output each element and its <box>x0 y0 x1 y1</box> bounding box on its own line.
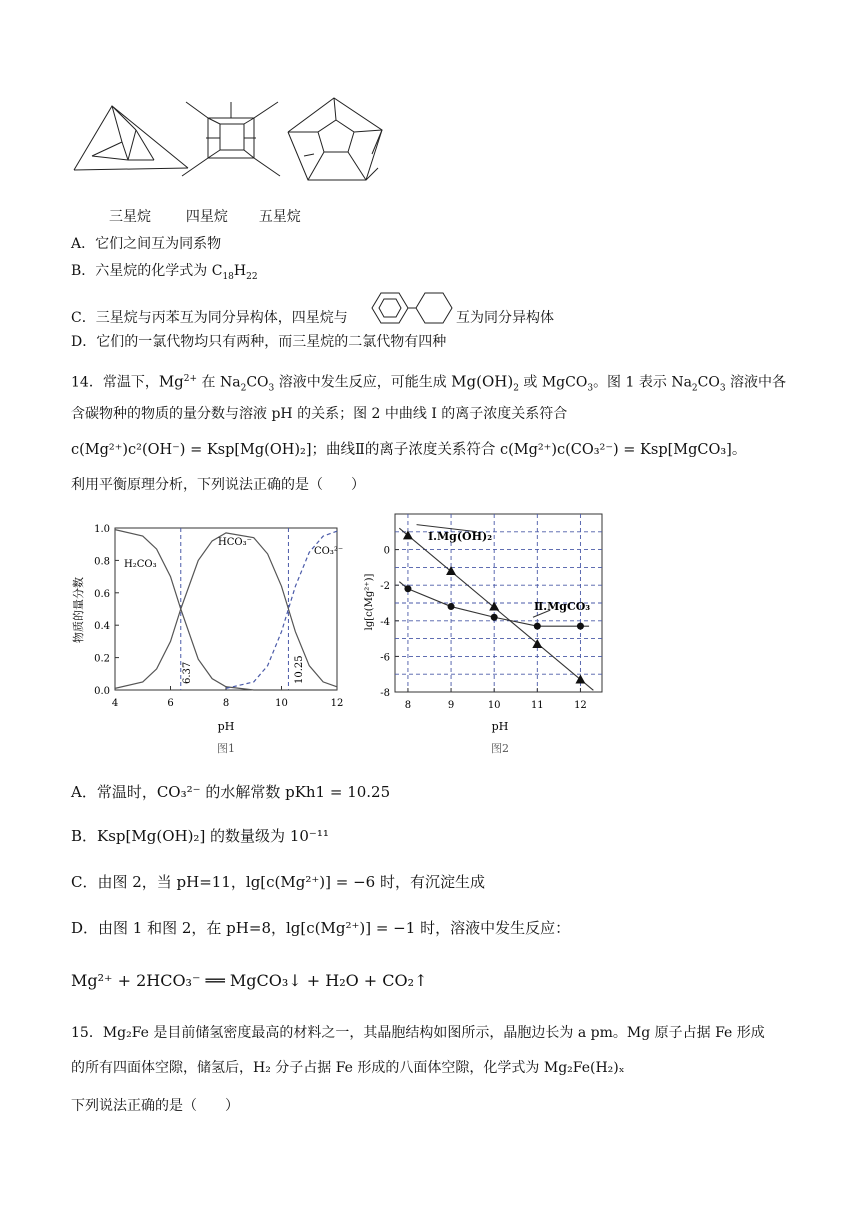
s: 3 <box>587 383 594 394</box>
fig2-point-mgco3 <box>404 585 411 592</box>
q15-line1: 15．Mg₂Fe 是目前储氢密度最高的材料之一，其晶胞结构如图所示，晶胞边长为 a pm。Mg 原子占据 Fe 形成 <box>71 1025 765 1041</box>
fig2-xtick-label: 12 <box>574 700 587 711</box>
s: 2 <box>240 383 247 394</box>
pentaasterane-drawing <box>288 98 382 180</box>
fig1-caption: 图1 <box>217 742 235 755</box>
fig1-ytick-label: 1.0 <box>94 524 110 535</box>
fig1-xlabel: pH <box>217 720 235 733</box>
q14-reaction: Mg²⁺ + 2HCO₃⁻ ══ MgCO₃↓ + H₂O + CO₂↑ <box>71 971 428 990</box>
fig2-xtick-label: 9 <box>447 700 455 711</box>
s: 2 <box>691 383 698 394</box>
star-alkane-structures <box>68 94 388 194</box>
q15-line2: 的所有四面体空隙，储氢后，H₂ 分子占据 Fe 形成的八面体空隙，化学式为 Mg₂Fe(H₂)ₓ <box>71 1060 625 1076</box>
q13-option-d: D．它们的一氯代物均只有两种，而三星烷的二氯代物有四种 <box>71 334 447 350</box>
fig1-label-h2co3: H₂CO₃ <box>124 559 157 570</box>
fig2-ytick-label: -8 <box>380 688 390 699</box>
fig2-label-1: Ⅰ.Mg(OH)₂ <box>428 530 493 543</box>
s: 溶液中发生反应，可能生成 <box>274 374 452 391</box>
s: 溶液中各 <box>725 374 787 391</box>
fig1-ytick-label: 0.8 <box>94 556 110 568</box>
fig1-xtick-label: 4 <box>111 698 119 709</box>
s: 3 <box>719 383 726 394</box>
s: CO <box>246 374 269 391</box>
opt-b-text: B．六星烷的化学式为 C <box>71 263 223 279</box>
fig1-label-co3: CO₃²⁻ <box>314 546 344 557</box>
s: 14．常温下， <box>71 374 159 391</box>
fig1-ytick-label: 0.2 <box>94 653 110 665</box>
s: 2 <box>513 383 519 394</box>
fig2-point-mgco3 <box>534 623 541 630</box>
q13-option-c-left: C．三星烷与丙苯互为同分异构体，四星烷与 <box>71 310 348 326</box>
star-labels <box>109 207 301 227</box>
opt-b-h: H <box>233 263 247 279</box>
figure-2-lg-mg <box>362 506 612 760</box>
fig2-xlabel: pH <box>491 720 509 733</box>
fig2-point-mgco3 <box>448 603 455 610</box>
fig1-vline-label-2: 10.25 <box>294 655 305 684</box>
trishomocubane-drawing <box>74 106 188 170</box>
q14-equations: c(Mg²⁺)c²(OH⁻) = Ksp[Mg(OH)₂]；曲线Ⅱ的离子浓度关系符合 c(Mg²⁺)c(CO₃²⁻) = Ksp[MgCO₃]。 <box>71 442 747 458</box>
fig2-xtick-label: 10 <box>487 700 501 711</box>
fig1-ylabel: 物质的量分数 <box>72 577 85 643</box>
q14-option-d: D．由图 1 和图 2，在 pH=8，lg[c(Mg²⁺)] = −1 时，溶液中发生反应： <box>71 919 571 937</box>
fig2-point-mgco3 <box>577 623 584 630</box>
fig2-xtick-label: 11 <box>530 700 544 711</box>
s: Mg <box>158 372 184 391</box>
fig2-ylabel: lg[c(Mg²⁺)] <box>364 573 375 631</box>
q14-option-a: A．常温时，CO₃²⁻ 的水解常数 pKh1 = 10.25 <box>71 783 391 801</box>
s: 在 Na <box>197 374 241 391</box>
q13-option-b <box>71 261 258 287</box>
fig2-ytick-label: -4 <box>380 616 390 628</box>
fig2-ytick-label: -6 <box>380 652 390 664</box>
fig2-label-2: Ⅱ.MgCO₃ <box>534 600 591 613</box>
q14-option-c: C．由图 2，当 pH=11，lg[c(Mg²⁺)] = −6 时，有沉淀生成 <box>71 873 485 891</box>
s: 或 MgCO <box>518 374 588 391</box>
phenylcyclohexane-structure <box>368 289 456 327</box>
fig2-point-mgco3 <box>491 614 498 621</box>
fig2-caption: 图2 <box>491 742 509 755</box>
label-penta: 五星烷 <box>258 209 301 225</box>
fig2-xtick-label: 8 <box>404 700 412 711</box>
s: CO <box>697 374 720 391</box>
q14-stem-line4: 利用平衡原理分析，下列说法正确的是（ ） <box>71 477 365 493</box>
fig2-point-mgoh2 <box>575 675 585 684</box>
fig2-ytick-label: -2 <box>380 581 390 593</box>
s: Mg(OH) <box>451 372 514 391</box>
opt-b-sub2: 22 <box>246 271 258 282</box>
fig1-xtick-label: 10 <box>275 698 288 709</box>
fig1-xtick-label: 8 <box>222 698 230 709</box>
fig2-ytick-label: 0 <box>383 545 390 557</box>
fig1-vline-label-1: 6.37 <box>182 661 193 684</box>
fig1-ytick-label: 0.0 <box>94 686 110 697</box>
fig1-ytick-label: 0.4 <box>94 621 110 633</box>
fig2-point-mgoh2 <box>489 602 499 611</box>
tetraasterane-drawing <box>182 102 280 176</box>
q14-stem-line1 <box>71 369 786 398</box>
label-tri: 三星烷 <box>109 209 151 225</box>
q15-line3: 下列说法正确的是（ ） <box>71 1098 239 1114</box>
label-tetra: 四星烷 <box>185 209 228 225</box>
fig1-xtick-label: 12 <box>330 698 344 709</box>
fig1-label-hco3: HCO₃⁻ <box>218 537 252 548</box>
q14-stem-line2: 含碳物种的物质的量分数与溶液 pH 的关系；图 2 中曲线 Ⅰ 的离子浓度关系符合 <box>71 406 568 422</box>
opt-b-sub1: 18 <box>222 271 234 282</box>
figure-1-species-fraction <box>66 508 356 760</box>
fig1-xtick-label: 6 <box>167 698 174 709</box>
fig1-ytick-label: 0.6 <box>94 588 110 600</box>
q13-option-c-right: 互为同分异构体 <box>456 310 554 326</box>
s: 2+ <box>183 374 198 384</box>
q13-option-a: A．它们之间互为同系物 <box>71 236 222 252</box>
q14-option-b: B．Ksp[Mg(OH)₂] 的数量级为 10⁻¹¹ <box>71 827 329 845</box>
s: 。图 1 表示 Na <box>593 374 692 391</box>
s: 3 <box>268 383 275 394</box>
